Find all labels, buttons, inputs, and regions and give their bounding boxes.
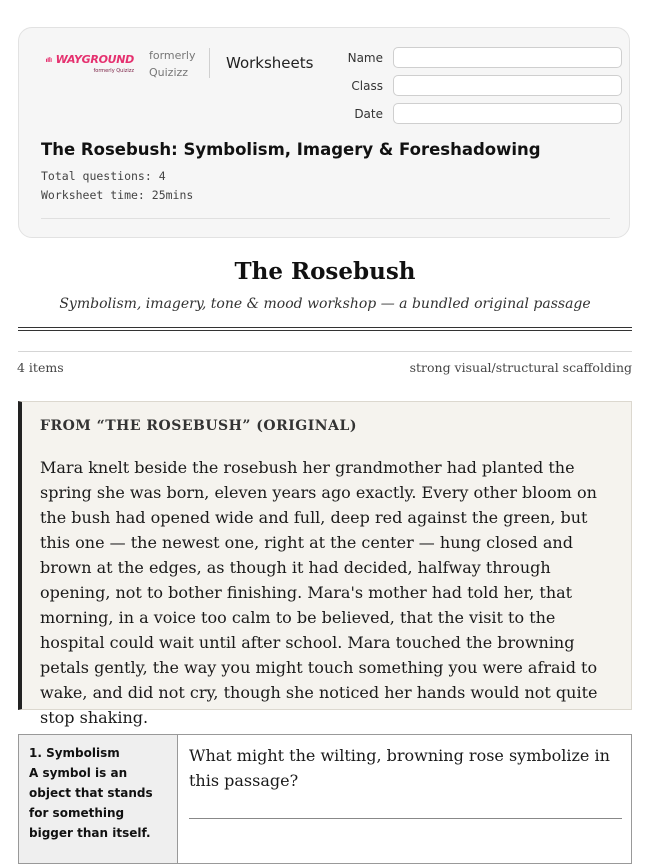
formerly-line-2: Quizizz [149,66,189,79]
scaffolding-note: strong visual/structural scaffolding [409,360,632,375]
title-double-rule [18,327,632,331]
total-questions: Total questions: 4 [41,169,166,183]
worksheet-header [18,27,630,238]
item-count: 4 items [17,360,64,375]
question-1-sidebar [19,735,178,863]
formerly-line-1: formerly [149,49,196,62]
logo-subtext: formerly Quizizz [93,68,134,74]
question-1-definition: A symbol is an object that stands for something bigger than itself. [29,766,153,840]
worksheets-label: Worksheets [226,54,314,72]
logo-text: WAYGROUND [55,53,134,66]
meta-rule [18,351,632,352]
name-field[interactable] [393,47,622,68]
header-rule [41,218,610,219]
question-1 [18,734,632,864]
class-label: Class [351,79,383,93]
wayground-mark-icon [46,55,54,64]
passage-heading: FROM “THE ROSEBUSH” (ORIGINAL) [40,418,357,434]
worksheet-time: Worksheet time: 25mins [41,188,194,202]
header-divider [209,48,210,78]
formerly-quizizz-note [149,47,196,81]
document-subtitle: Symbolism, imagery, tone & mood workshop — a bundled original passage [59,296,591,312]
question-1-label: 1. Symbolism [29,746,120,760]
class-field[interactable] [393,75,622,96]
question-1-answer-line[interactable] [189,818,622,819]
date-field[interactable] [393,103,622,124]
name-label: Name [347,51,383,65]
passage-text: Mara knelt beside the rosebush her grandmother had planted the spring she was born, eleven years ago exactly. Every other bloom on the bush had opened wide and full, deep red against the green, but this one — the newest one, right at the center — hung closed and brown at the edges, as though it had decided, halfway through opening, not to bother finishing. Mara's mother had told her, that morning, in a voice too calm to be believed, that the visit to the hospital could wait until after school. Mara touched the browning petals gently, the way you might touch something you were afraid to wake, and did not cry, though she noticed her hands would not quite stop shaking. [40,458,598,727]
date-label: Date [354,107,383,121]
document-title: The Rosebush [234,258,416,285]
wayground-logo [46,53,134,74]
passage-box [18,401,632,727]
worksheet-title: The Rosebush: Symbolism, Imagery & Foreshadowing [41,140,541,159]
question-1-prompt: What might the wilting, browning rose symbolize in this passage? [189,746,610,790]
